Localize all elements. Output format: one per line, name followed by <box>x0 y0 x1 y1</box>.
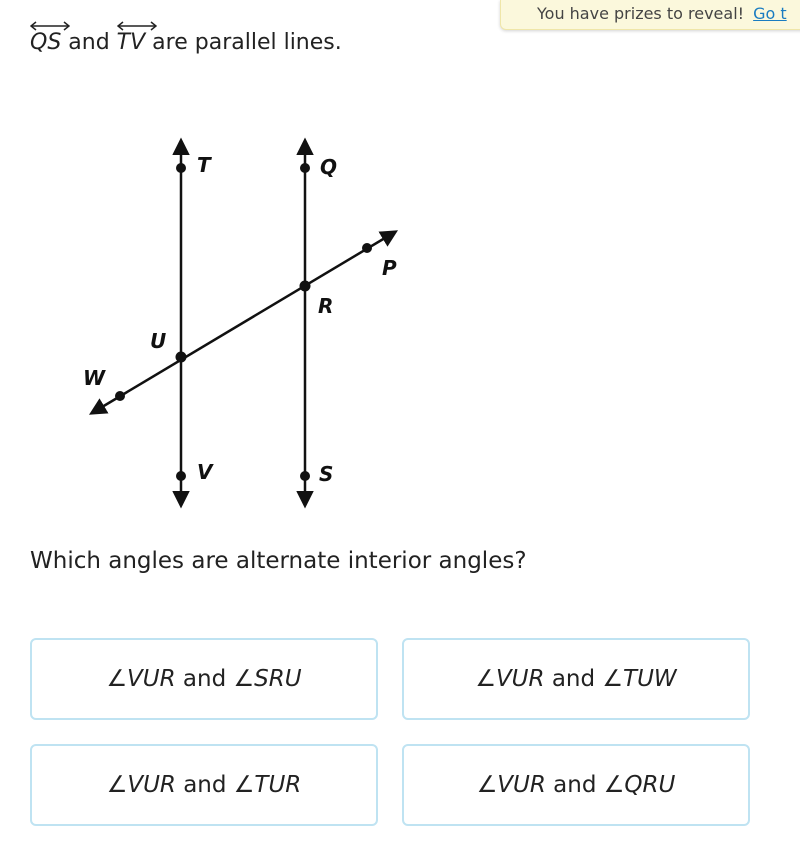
choice-connector: and <box>182 666 227 692</box>
label-p: P <box>382 256 397 280</box>
choice-angle-second: ∠SRU <box>233 666 302 692</box>
point-q <box>300 163 310 173</box>
point-w <box>115 391 125 401</box>
statement-suffix: are parallel lines. <box>152 30 342 55</box>
answer-choice-2[interactable] <box>402 638 750 720</box>
choice-angle-second: ∠TUW <box>602 666 677 692</box>
choice-angle-second: ∠QRU <box>603 772 676 798</box>
label-r: R <box>318 294 334 318</box>
choice-angle-first: ∠VUR <box>106 666 176 692</box>
prize-banner <box>500 0 800 30</box>
question-text: Which angles are alternate interior angles? <box>30 548 527 574</box>
point-u <box>176 352 187 363</box>
connector-text: and <box>68 30 110 55</box>
prize-banner-link[interactable]: Go t <box>753 4 787 23</box>
choice-connector: and <box>183 772 227 798</box>
transversal-line <box>92 232 395 413</box>
point-v <box>176 471 186 481</box>
label-v: V <box>197 460 213 484</box>
answer-choice-3[interactable] <box>30 744 378 826</box>
problem-statement <box>30 30 342 55</box>
point-t <box>176 163 186 173</box>
prize-banner-text: You have prizes to reveal! <box>537 4 745 23</box>
parallel-lines-diagram <box>0 120 420 520</box>
choice-angle-first: ∠VUR <box>475 666 545 692</box>
line-qs-label: QS <box>30 30 62 55</box>
answer-choice-1[interactable] <box>30 638 378 720</box>
choice-angle-first: ∠VUR <box>476 772 546 798</box>
answer-choice-4[interactable] <box>402 744 750 826</box>
point-p <box>362 243 372 253</box>
line-tv <box>117 30 146 55</box>
choice-connector: and <box>553 772 597 798</box>
point-r <box>300 281 311 292</box>
label-w: W <box>83 366 106 390</box>
line-arrow-icon <box>30 21 70 31</box>
label-q: Q <box>320 155 338 179</box>
choice-angle-second: ∠TUR <box>233 772 302 798</box>
choice-connector: and <box>551 666 596 692</box>
label-u: U <box>150 329 167 353</box>
choice-angle-first: ∠VUR <box>106 772 176 798</box>
point-s <box>300 471 310 481</box>
label-t: T <box>197 153 211 177</box>
label-s: S <box>319 462 334 486</box>
line-tv-label: TV <box>116 30 146 55</box>
line-qs <box>30 30 61 55</box>
line-arrow-icon <box>117 21 157 31</box>
